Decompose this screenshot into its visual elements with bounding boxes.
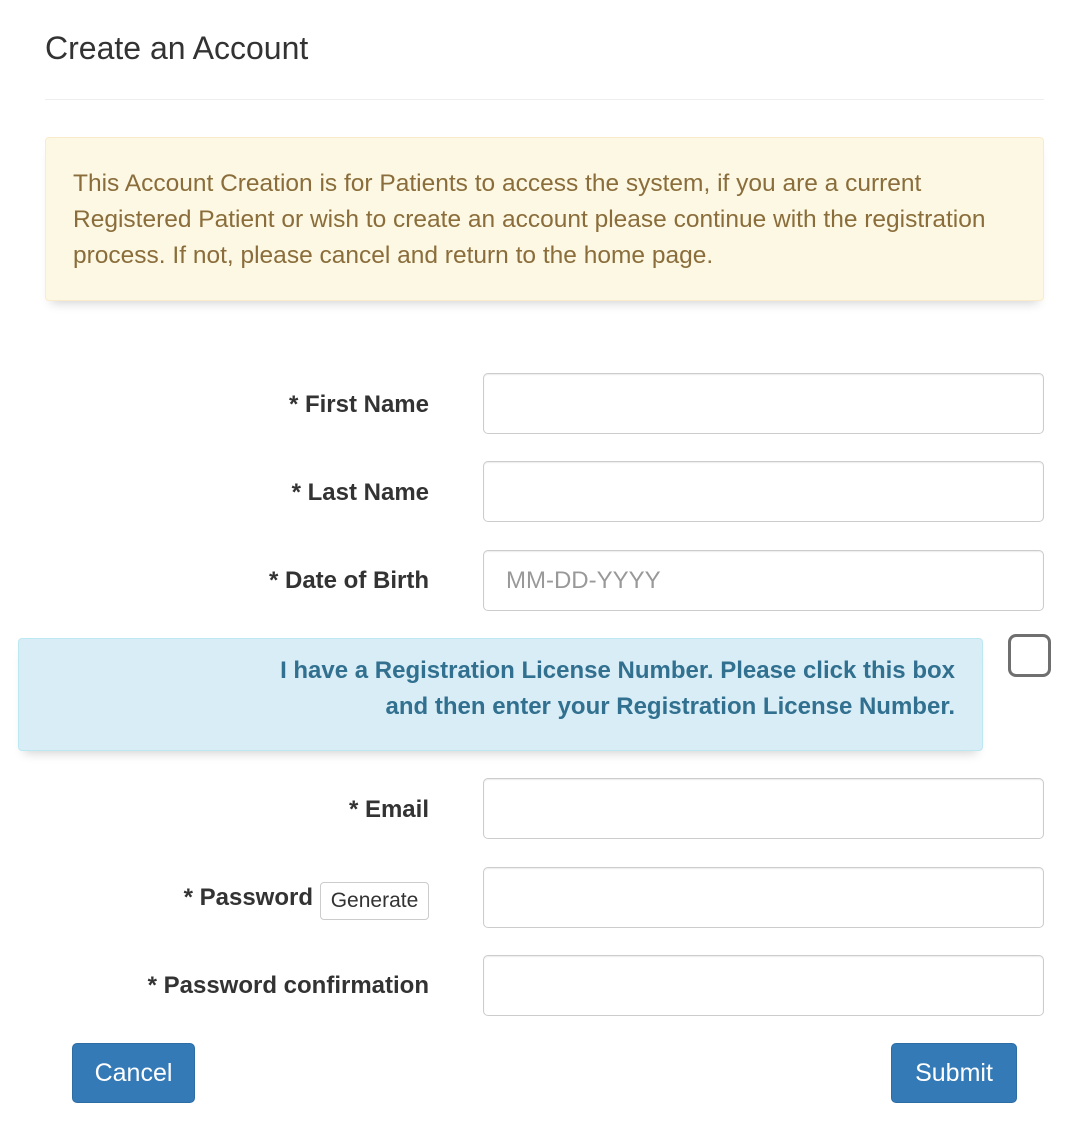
registration-license-box[interactable] xyxy=(18,638,983,751)
registration-license-text-line-2: and then enter your Registration License Number. xyxy=(385,693,955,720)
password-label: * Password xyxy=(183,884,313,911)
registration-license-text-line-1: I have a Registration License Number. Please click this box xyxy=(280,657,955,684)
first-name-input[interactable] xyxy=(483,373,1044,434)
last-name-input[interactable] xyxy=(483,461,1044,522)
date-of-birth-label: * Date of Birth xyxy=(268,567,429,594)
generate-password-button[interactable]: Generate xyxy=(320,882,429,920)
title-divider xyxy=(45,99,1044,100)
submit-button[interactable]: Submit xyxy=(891,1043,1017,1103)
date-of-birth-input[interactable] xyxy=(483,550,1044,611)
page-title: Create an Account xyxy=(45,30,309,66)
last-name-label: * Last Name xyxy=(291,479,429,506)
password-confirmation-label: * Password confirmation xyxy=(147,972,429,999)
password-confirmation-input[interactable] xyxy=(483,955,1044,1016)
email-label: * Email xyxy=(348,796,429,823)
password-input[interactable] xyxy=(483,867,1044,928)
email-input[interactable] xyxy=(483,778,1044,839)
first-name-label: * First Name xyxy=(288,391,429,418)
account-creation-notice: This Account Creation is for Patients to access the system, if you are a current Registered Patient or wish to create an account please continue with the registration process. If not, please cancel and return to the home page. xyxy=(45,137,1044,301)
registration-license-checkbox[interactable] xyxy=(1008,634,1051,677)
cancel-button[interactable]: Cancel xyxy=(72,1043,195,1103)
